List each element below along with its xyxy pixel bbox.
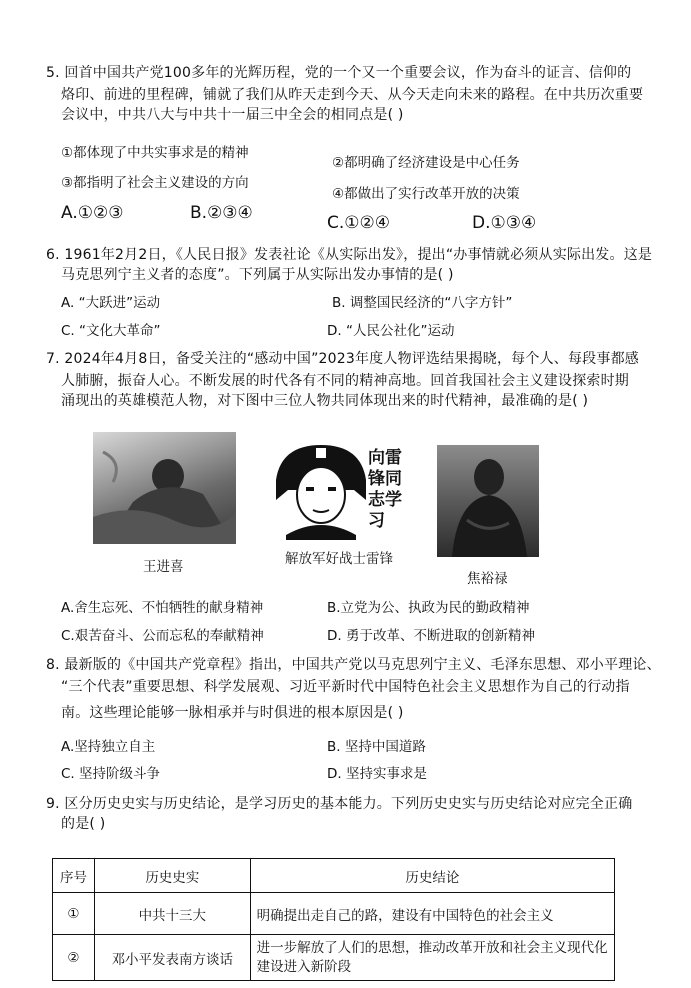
q6-option-b[interactable]: B. 调整国民经济的“八字方针” — [332, 295, 513, 311]
q5-option-c[interactable]: C.①②④ — [327, 213, 390, 233]
row-conclusion-text: 进一步解放了人们的思想，推动改革开放和社会主义现代化 — [256, 939, 608, 956]
q5-option-a[interactable]: A.①②③ — [61, 203, 124, 223]
q7-stem-line3: 涌现出的英雄模范人物，对下图中三位人物共同体现出来的时代精神，最准确的是( ) — [61, 393, 589, 409]
q5-stem-line1: 5. 回首中国共产党100多年的光辉历程，党的一个又一个重要会议，作为奋斗的证言、信仰的 — [46, 65, 632, 81]
table-row — [53, 935, 615, 981]
q6-option-d[interactable]: D. “人民公社化”运动 — [327, 323, 455, 339]
q7-stem-line2: 人肺腑，振奋人心。不断发展的时代各有不同的精神高地。回首我国社会主义建设探索时期 — [61, 373, 629, 389]
row-fact: 邓小平发表南方谈话 — [94, 935, 250, 981]
q8-stem-line2: “三个代表”重要思想、科学发展观、习近平新时代中国特色社会主义思想作为自己的行动指 — [61, 679, 630, 695]
q8-option-a[interactable]: A.坚持独立自主 — [61, 739, 156, 755]
q6-option-c[interactable]: C. “文化大革命” — [61, 323, 161, 339]
q7-stem-line1: 7. 2024年4月8日，备受关注的“感动中国”2023年度人物评选结果揭晓，每个人、每段事都感 — [46, 351, 639, 367]
table-header-row — [53, 859, 615, 893]
q6-stem-line1: 6. 1961年2月2日，《人民日报》发表社论《从实际出发》，提出“办事情就必须从实际出发。这是 — [46, 247, 653, 263]
caption-jiao-yulu: 焦裕禄 — [467, 571, 508, 587]
q6-option-a[interactable]: A. “大跃进”运动 — [61, 295, 161, 311]
caption-lei-feng: 解放军好战士雷锋 — [285, 551, 393, 567]
q7-option-b[interactable]: B.立党为公、执政为民的勤政精神 — [327, 600, 530, 616]
q5-stem-line3: 会议中，中共八大与中共十一届三中全会的相同点是( ) — [61, 107, 404, 123]
q8-option-d[interactable]: D. 坚持实事求是 — [327, 766, 427, 782]
jiao-yulu-photo — [437, 445, 539, 557]
history-table — [52, 858, 615, 981]
q5-statement-4: ④都做出了实行改革开放的决策 — [332, 186, 520, 202]
header-fact: 历史史实 — [94, 859, 250, 893]
q5-option-d[interactable]: D.①③④ — [472, 213, 537, 233]
q7-option-c[interactable]: C.艰苦奋斗、公而忘私的奉献精神 — [61, 628, 264, 644]
row-conclusion-text: 明确提出走自己的路，建设有中国特色的社会主义 — [256, 907, 554, 924]
row-number: ② — [53, 935, 95, 981]
q7-option-a[interactable]: A.舍生忘死、不怕牺牲的献身精神 — [61, 600, 264, 616]
q8-option-b[interactable]: B. 坚持中国道路 — [327, 739, 426, 755]
q6-stem-line2: 马克思列宁主义者的态度”。下列属于从实际出发办事情的是( ) — [61, 267, 454, 283]
header-number: 序号 — [53, 859, 95, 893]
q5-statement-1: ①都体现了中共实事求是的精神 — [61, 145, 249, 161]
row-conclusion-text-cont: 建设进入新阶段 — [256, 958, 352, 975]
q5-statement-2: ②都明确了经济建设是中心任务 — [332, 155, 520, 171]
q8-option-c[interactable]: C. 坚持阶级斗争 — [61, 766, 161, 782]
q8-stem-line1: 8. 最新版的《中国共产党章程》指出，中国共产党以马克思列宁主义、毛泽东思想、邓小平理论、 — [46, 657, 661, 673]
row-fact: 中共十三大 — [94, 893, 250, 935]
q8-stem-line3: 南。这些理论能够一脉相承并与时俱进的根本原因是( ) — [61, 705, 404, 721]
q5-stem-line2: 烙印、前进的里程碑，铺就了我们从昨天走到今天、从今天走向未来的路程。在中共历次重要 — [61, 87, 644, 103]
lei-feng-portrait — [266, 440, 376, 540]
q7-option-d[interactable]: D. 勇于改革、不断进取的创新精神 — [327, 628, 535, 644]
calligraphy-inscription: 向雷锋同志学习 — [368, 448, 402, 531]
header-conclusion: 历史结论 — [250, 859, 614, 893]
q5-statement-3: ③都指明了社会主义建设的方向 — [61, 175, 249, 191]
row-number: ① — [53, 893, 95, 935]
table-row — [53, 893, 615, 935]
q9-stem-line1: 9. 区分历史史实与历史结论，是学习历史的基本能力。下列历史史实与历史结论对应完全正确 — [46, 796, 633, 812]
q9-stem-line2: 的是( ) — [61, 816, 106, 832]
q5-option-b[interactable]: B.②③④ — [190, 203, 253, 223]
row-conclusion — [250, 893, 614, 935]
row-conclusion — [250, 935, 614, 981]
wang-jinxi-photo — [93, 432, 236, 544]
caption-wang-jinxi: 王进喜 — [143, 559, 184, 575]
